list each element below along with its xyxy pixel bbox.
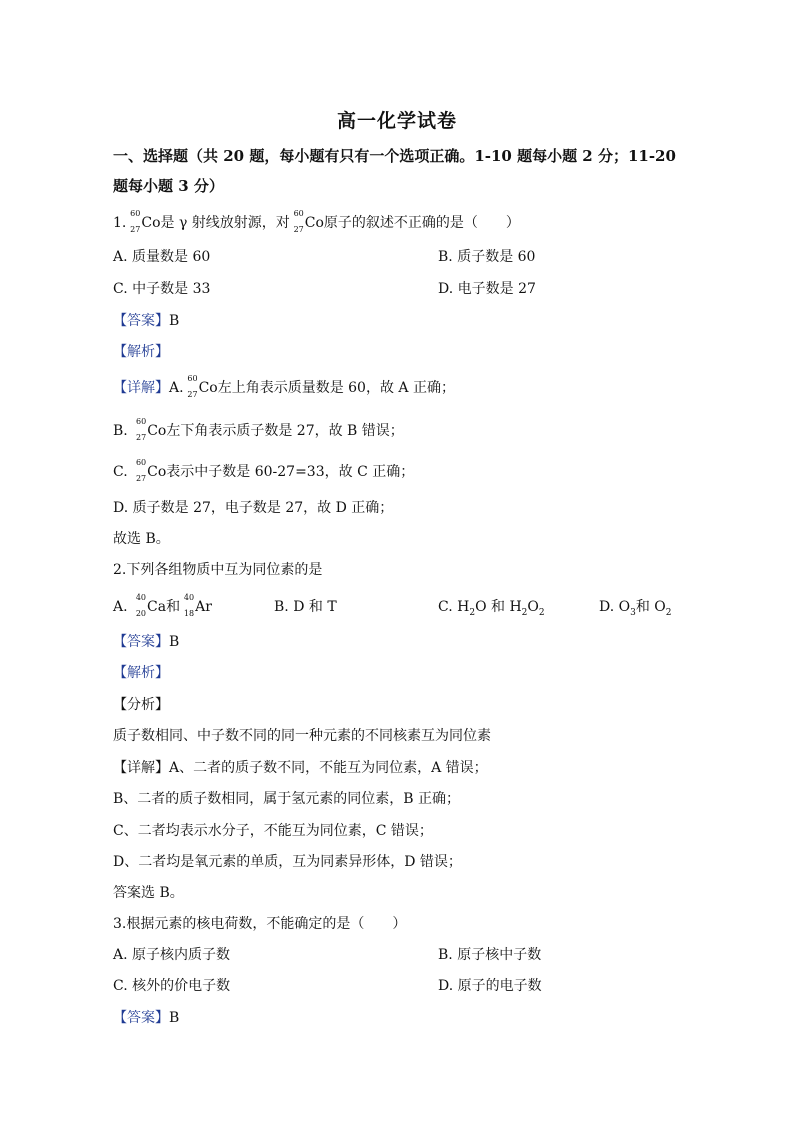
q2-answer <box>113 632 179 652</box>
q2-option-a: A. 40 20 Ca和 40 18 Ar <box>113 593 212 618</box>
detail-tag: 【详解】 <box>113 380 169 396</box>
q1-answer <box>113 311 179 331</box>
q2-fenxi: 质子数相同、中子数不同的同一种元素的不同核素互为同位素 <box>113 728 491 744</box>
q1-option-b: B. 质子数是 60 <box>438 249 536 265</box>
nuclide-symbol: 40 18 <box>183 593 195 618</box>
nuclide-symbol: 60 27 <box>135 458 147 483</box>
answer-value: B <box>169 313 180 329</box>
q1-stem <box>113 209 520 234</box>
q1-option-a: A. 质量数是 60 <box>113 249 211 265</box>
section-heading-line1: 一、选择题（共 20 题，每小题有只有一个选项正确。1-10 题每小题 2 分；11-20 <box>113 147 676 165</box>
nuclide-symbol: 60 27 <box>136 417 147 442</box>
q1-option-d: D. 电子数是 27 <box>438 281 536 297</box>
q1-element: Co <box>141 215 161 231</box>
q2-stem: 2.下列各组物质中互为同位素的是 <box>113 562 323 578</box>
q1-detail-b: B. 60 27 Co左下角表示质子数是 27，故 B 错误； <box>113 417 404 442</box>
q3-option-b: B. 原子核中子数 <box>438 947 542 963</box>
answer-tag: 【答案】 <box>113 1010 169 1026</box>
q1-number: 1. <box>113 215 127 231</box>
q1-nuclide-symbol-2: 60 27 <box>293 209 304 234</box>
q2-option-b: B. D 和 T <box>274 599 337 615</box>
q1-element-2: Co <box>304 215 324 231</box>
q2-fenxi-tag: 【分析】 <box>113 697 169 713</box>
q2-option-d: D. $O_3$和 $O_2$ <box>599 599 672 618</box>
q1-detail-a: 【详解】A. 60 27 Co左上角表示质量数是 60，故 A 正确； <box>113 374 455 399</box>
answer-value: B <box>169 634 180 650</box>
q2-detail-a: 【详解】A、二者的质子数不同，不能互为同位素，A 错误； <box>113 760 488 776</box>
q1-nuclide-symbol: 60 27 <box>130 209 141 234</box>
answer-tag: 【答案】 <box>113 313 169 329</box>
q3-answer <box>113 1008 179 1028</box>
answer-value: B <box>169 1010 180 1026</box>
q2-option-c: C. $H_2O$ 和 $H_2O_2$ <box>438 599 545 618</box>
q2-conclusion: 答案选 B。 <box>113 885 184 901</box>
answer-tag: 【答案】 <box>113 634 169 650</box>
page-title: 高一化学试卷 <box>336 110 457 132</box>
q1-option-c: C. 中子数是 33 <box>113 281 211 297</box>
q2-analysis-tag: 【解析】 <box>113 665 169 681</box>
q3-option-a: A. 原子核内质子数 <box>113 947 231 963</box>
q3-option-d: D. 原子的电子数 <box>438 978 542 994</box>
q3-option-c: C. 核外的价电子数 <box>113 978 231 994</box>
section-heading-line2: 题每小题 3 分） <box>113 177 224 195</box>
q3-stem: 3.根据元素的核电荷数，不能确定的是（ ） <box>113 916 407 932</box>
q2-detail-d: D、二者均是氧元素的单质，互为同素异形体，D 错误； <box>113 854 462 870</box>
q2-detail-b: B、二者的质子数相同，属于氢元素的同位素，B 正确； <box>113 791 461 807</box>
q1-analysis-tag: 【解析】 <box>113 344 169 360</box>
nuclide-symbol: 40 20 <box>135 593 147 618</box>
q1-conclusion: 故选 B。 <box>113 531 170 547</box>
q2-detail-c: C、二者均表示水分子，不能互为同位素，C 错误； <box>113 823 433 839</box>
q1-stem-mid: 是 γ 射线放射源，对 <box>160 215 290 231</box>
q1-detail-c: C. 60 27 Co表示中子数是 60-27=33，故 C 正确； <box>113 458 415 483</box>
q1-stem-end: 原子的叙述不正确的是（ ） <box>323 215 520 231</box>
q1-detail-d: D. 质子数是 27，电子数是 27，故 D 正确； <box>113 500 394 516</box>
detail-tag: 【详解】 <box>113 760 169 776</box>
nuclide-symbol: 60 27 <box>187 374 198 399</box>
